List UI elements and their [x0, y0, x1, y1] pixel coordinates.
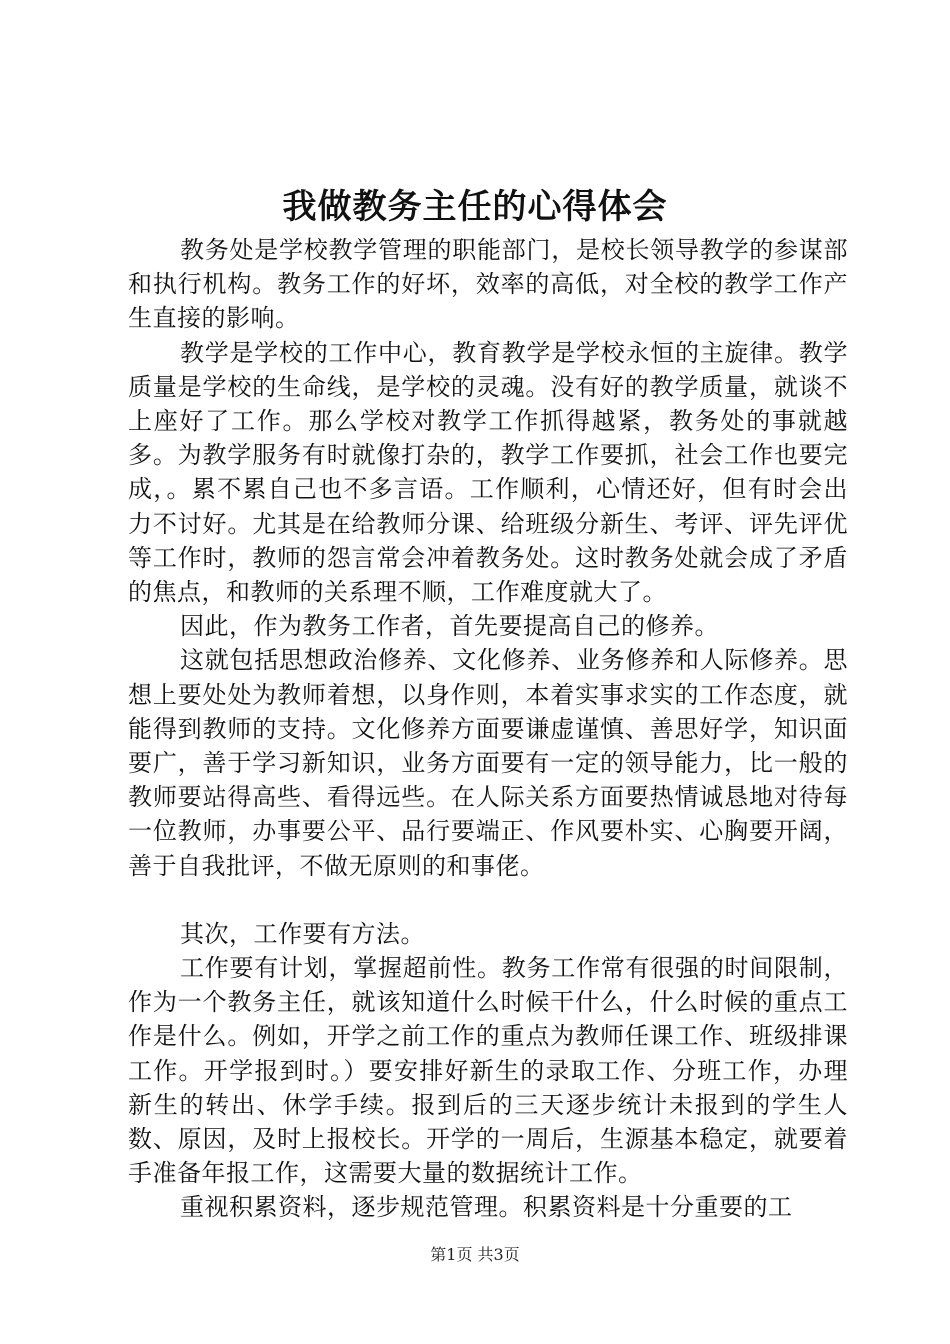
paragraph-5: 其次，工作要有方法。	[180, 919, 425, 948]
paragraph-1: 教务处是学校教学管理的职能部门，是校长领导教学的参谋部和执行机构。教务工作的好坏，效率的高低，对全校的教学工作产生直接的影响。	[128, 236, 848, 333]
paragraph-4: 这就包括思想政治修养、文化修养、业务修养和人际修养。思想上要处处为教师着想，以身作则，本着实事求实的工作态度，就能得到教师的支持。文化修养方面要谦虚谨慎、善思好学，知识面要广，善于学习新知识，业务方面要有一定的领导能力，比一般的教师要站得高些、看得远些。在人际关系方面要热情诚恳地对待每一位教师，办事要公平、品行要端正、作风要朴实、心胸要开阔，善于自我批评，不做无原则的和事佬。	[128, 646, 848, 880]
paragraph-3: 因此，作为教务工作者，首先要提高自己的修养。	[180, 612, 719, 641]
document-title: 我做教务主任的心得体会	[282, 187, 668, 227]
paragraph-7: 重视积累资料，逐步规范管理。积累资料是十分重要的工	[180, 1193, 793, 1222]
document-body	[128, 233, 848, 1225]
paragraph-6: 工作要有计划，掌握超前性。教务工作常有很强的时间限制，作为一个教务主任，就该知道什么时候干什么，什么时候的重点工作是什么。例如，开学之前工作的重点为教师任课工作、班级排课工作。开学报到时。）要安排好新生的录取工作、分班工作，办理新生的转出、休学手续。报到后的三天逐步统计未报到的学生人数、原因，及时上报校长。开学的一周后，生源基本稳定，就要着手准备年报工作，这需要大量的数据统计工作。	[128, 954, 848, 1188]
paragraph-2: 教学是学校的工作中心，教育教学是学校永恒的主旋律。教学质量是学校的生命线，是学校的灵魂。没有好的教学质量，就谈不上座好了工作。那么学校对教学工作抓得越紧，教务处的事就越多。为教学服务有时就像打杂的，教学工作要抓，社会工作也要完成，。累不累自己也不多言语。工作顺利，心情还好，但有时会出力不讨好。尤其是在给教师分课、给班级分新生、考评、评先评优等工作时，教师的怨言常会冲着教务处。这时教务处就会成了矛盾的焦点，和教师的关系理不顺，工作难度就大了。	[128, 338, 848, 607]
page-number-footer: 第1页 共3页	[430, 1245, 520, 1264]
